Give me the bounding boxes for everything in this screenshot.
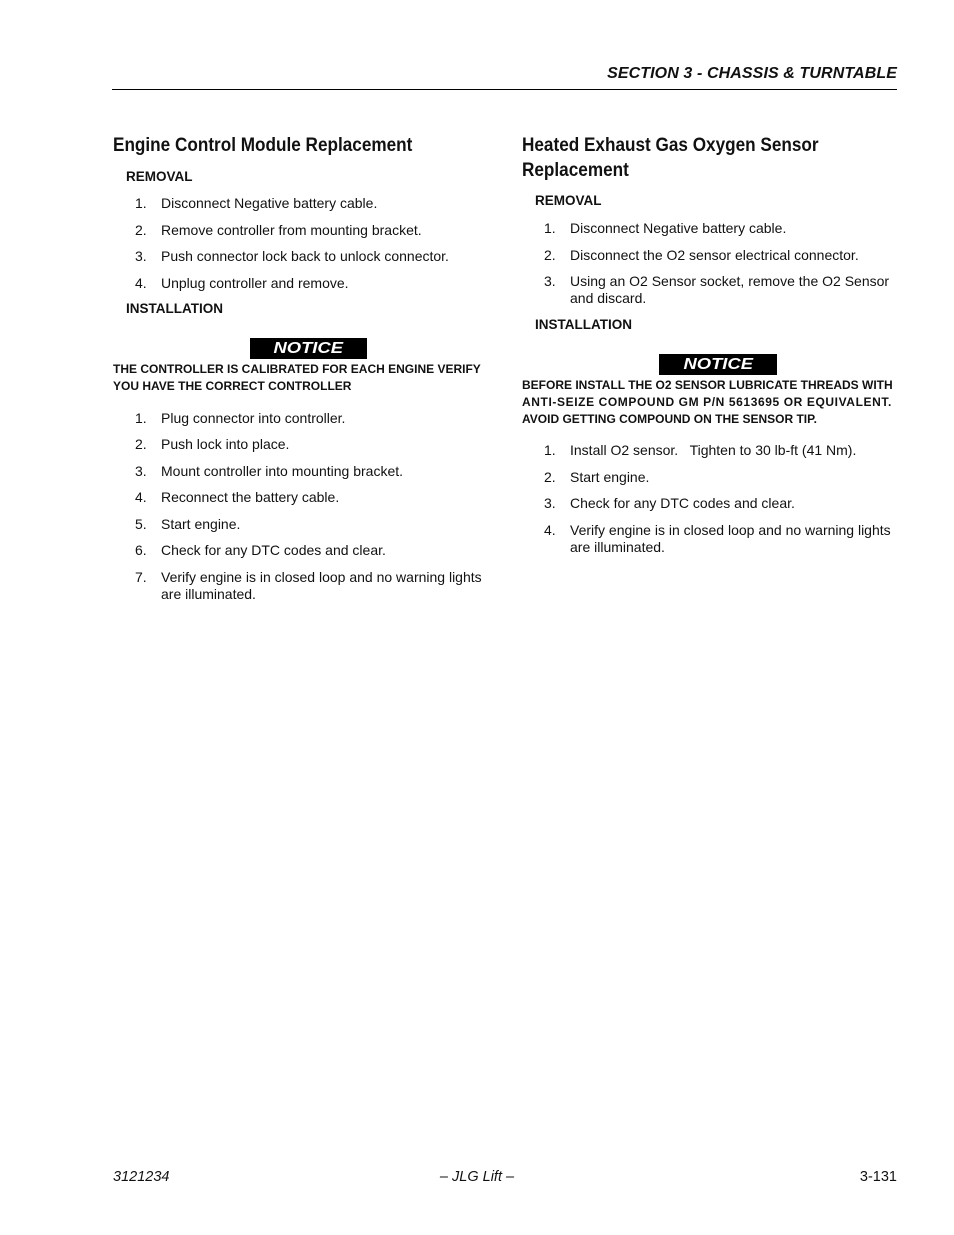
header-rule xyxy=(112,89,897,90)
step-number: 3. xyxy=(544,495,556,511)
step-number: 5. xyxy=(135,516,147,532)
step-number: 2. xyxy=(135,222,147,238)
footer-publisher: – JLG Lift – xyxy=(439,1169,515,1185)
step-number: 4. xyxy=(135,489,147,505)
step-text: Start engine. xyxy=(570,469,650,485)
footer-page-number: 3-131 xyxy=(859,1169,897,1185)
step-number: 4. xyxy=(135,275,147,291)
step-text: Disconnect Negative battery cable. xyxy=(570,220,787,236)
step-number: 3. xyxy=(135,248,147,264)
step-text: Unplug controller and remove. xyxy=(161,275,349,291)
section-heading xyxy=(522,133,819,183)
installation-subheading: INSTALLATION xyxy=(535,317,632,332)
notice-text xyxy=(522,377,899,428)
step-number: 1. xyxy=(135,195,147,211)
notice-line: ANTI-SEIZE COMPOUND GM P/N 5613695 OR EQUIVALENT. xyxy=(522,395,892,409)
step-number: 1. xyxy=(544,442,556,458)
step-number: 1. xyxy=(544,220,556,236)
step-text: Start engine. xyxy=(161,516,241,532)
step-text: Install O2 sensor. Tighten to 30 lb-ft (41 Nm). xyxy=(570,442,857,458)
step-text: Remove controller from mounting bracket. xyxy=(161,222,422,238)
step-number: 2. xyxy=(544,469,556,485)
step-number: 1. xyxy=(135,410,147,426)
heading-line: Heated Exhaust Gas Oxygen Sensor xyxy=(522,134,819,156)
notice-label: NOTICE xyxy=(273,340,344,357)
notice-line: BEFORE INSTALL THE O2 SENSOR LUBRICATE THREADS WITH xyxy=(522,378,893,392)
step-number: 3. xyxy=(544,273,556,289)
notice-line: AVOID GETTING COMPOUND ON THE SENSOR TIP. xyxy=(522,412,817,426)
step-text: Check for any DTC codes and clear. xyxy=(570,495,795,511)
notice-badge xyxy=(250,338,367,359)
section-header: SECTION 3 - CHASSIS & TURNTABLE xyxy=(607,65,897,82)
step-number: 2. xyxy=(135,436,147,452)
notice-line: THE CONTROLLER IS CALIBRATED FOR EACH ENGINE VERIFY xyxy=(113,362,481,376)
step-text: Push lock into place. xyxy=(161,436,290,452)
step-number: 7. xyxy=(135,569,147,585)
footer-doc-number: 3121234 xyxy=(113,1169,170,1185)
heading-line: Replacement xyxy=(522,159,629,181)
section-heading: Engine Control Module Replacement xyxy=(113,134,413,156)
step-text: Verify engine is in closed loop and no warning lights are illuminated. xyxy=(161,569,482,602)
step-text: Disconnect the O2 sensor electrical connector. xyxy=(570,247,859,263)
step-text: Push connector lock back to unlock connector. xyxy=(161,248,449,264)
step-number: 4. xyxy=(544,522,556,538)
installation-subheading: INSTALLATION xyxy=(126,301,223,316)
removal-subheading: REMOVAL xyxy=(126,169,193,184)
notice-label: NOTICE xyxy=(683,356,753,373)
step-text: Reconnect the battery cable. xyxy=(161,489,340,505)
step-text: Using an O2 Sensor socket, remove the O2 Sensor and discard. xyxy=(570,273,890,306)
step-text: Plug connector into controller. xyxy=(161,410,346,426)
step-text: Check for any DTC codes and clear. xyxy=(161,542,386,558)
step-text: Verify engine is in closed loop and no warning lights are illuminated. xyxy=(570,522,891,555)
removal-subheading: REMOVAL xyxy=(535,193,602,208)
notice-badge xyxy=(659,354,777,375)
step-number: 3. xyxy=(135,463,147,479)
step-number: 2. xyxy=(544,247,556,263)
notice-text xyxy=(113,361,491,395)
notice-line: YOU HAVE THE CORRECT CONTROLLER xyxy=(113,379,352,393)
step-text: Mount controller into mounting bracket. xyxy=(161,463,404,479)
step-number: 6. xyxy=(135,542,147,558)
step-text: Disconnect Negative battery cable. xyxy=(161,195,378,211)
